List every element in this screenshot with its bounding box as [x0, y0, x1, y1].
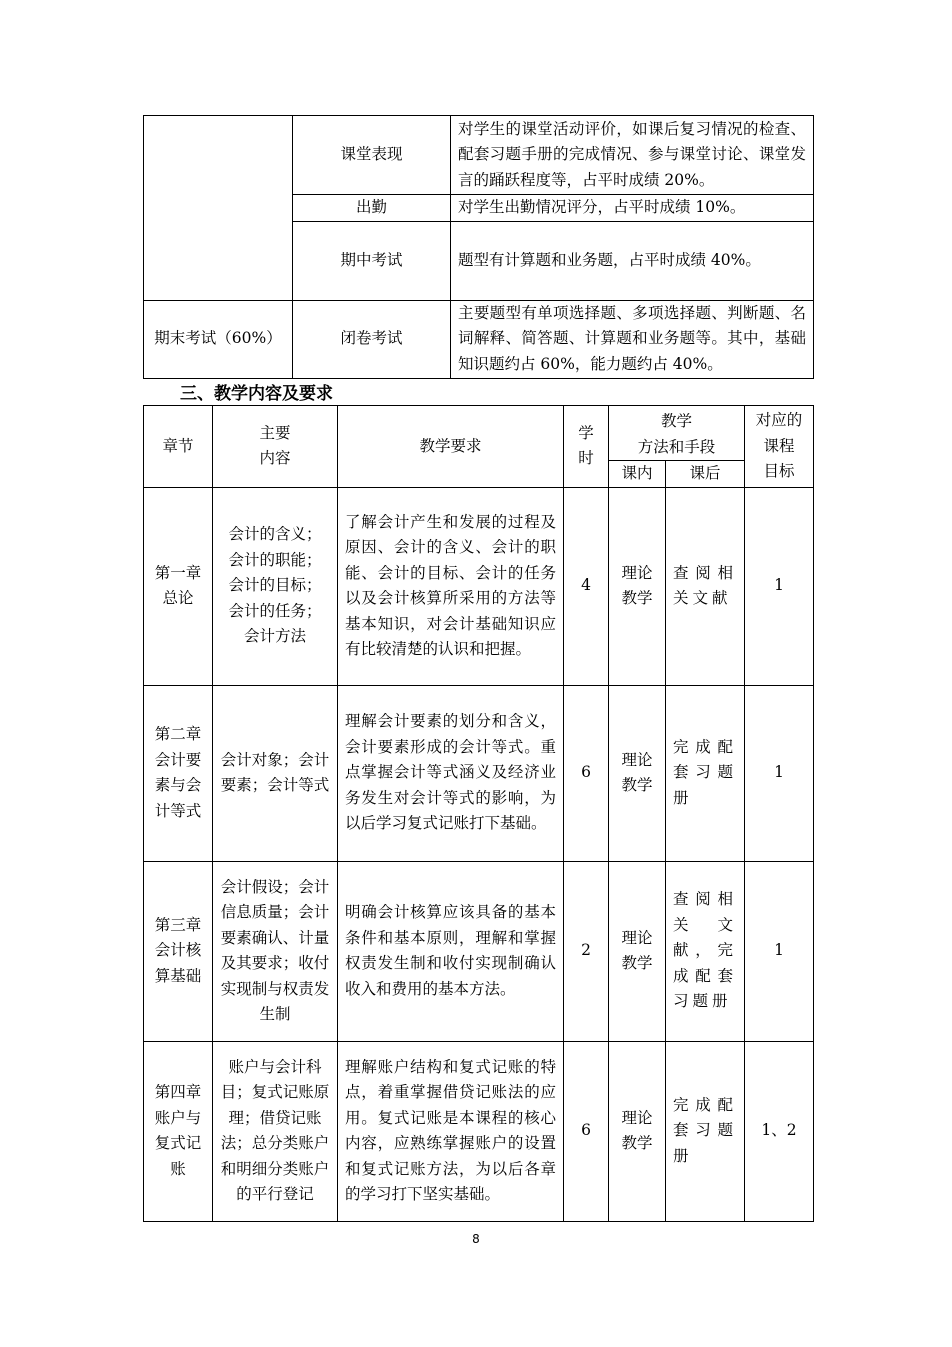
requirements-cell: 了解会计产生和发展的过程及原因、会计的含义、会计的职能、会计的目标、会计的任务以及会计核算所采用的方法等基本知识，对会计基础知识应有比较清楚的认识和把握。: [338, 487, 564, 685]
section-heading: 三、教学内容及要求: [180, 384, 333, 404]
requirements-cell: 理解账户结构和复式记账的特点，着重掌握借贷记账法的应用。复式记账是本课程的核心内容，应熟练掌握账户的设置和复式记账方法，为以后各章的学习打下坚实基础。: [338, 1041, 564, 1221]
header-hours: 学 时: [564, 406, 609, 488]
header-objectives: 对应的 课程 目标: [745, 406, 814, 488]
table-row: [144, 116, 814, 195]
description-cell: 题型有计算题和业务题，占平时成绩 40%。: [451, 221, 814, 300]
requirements-cell: 明确会计核算应该具备的基本条件和基本原则，理解和掌握权责发生制和收付实现制确认收入和费用的基本方法。: [338, 861, 564, 1041]
table-row: [144, 487, 814, 685]
chapter-cell: 第四章 账户与 复式记 账: [144, 1041, 213, 1221]
in-class-cell: 理论 教学: [609, 1041, 666, 1221]
content-cell: 会计对象；会计要素；会计等式: [213, 685, 338, 861]
hours-cell: 6: [564, 685, 609, 861]
hours-cell: 2: [564, 861, 609, 1041]
objectives-cell: 1: [745, 861, 814, 1041]
objectives-cell: 1: [745, 685, 814, 861]
content-cell: 会计假设；会计信息质量；会计要素确认、计量及其要求；收付实现制与权责发生制: [213, 861, 338, 1041]
in-class-cell: 理论 教学: [609, 487, 666, 685]
header-in-class: 课内: [609, 461, 666, 488]
header-chapter: 章节: [144, 406, 213, 488]
assessment-table: [143, 115, 814, 379]
objectives-cell: 1、2: [745, 1041, 814, 1221]
header-row: [144, 406, 814, 461]
item-cell: 课堂表现: [293, 116, 451, 195]
header-after-class: 课后: [666, 461, 745, 488]
content-cell: 会计的含义； 会计的职能； 会计的目标； 会计的任务； 会计方法: [213, 487, 338, 685]
requirements-cell: 理解会计要素的划分和含义，会计要素形成的会计等式。重点掌握会计等式涵义及经济业务发生对会计等式的影响，为以后学习复式记账打下基础。: [338, 685, 564, 861]
category-cell: 期末考试（60%）: [144, 300, 293, 378]
header-methods: 教学 方法和手段: [609, 406, 745, 461]
category-cell: [144, 116, 293, 301]
chapter-cell: 第二章 会计要 素与会 计等式: [144, 685, 213, 861]
description-cell: 主要题型有单项选择题、多项选择题、判断题、名词解释、简答题、计算题和业务题等。其中，基础知识题约占 60%，能力题约占 40%。: [451, 300, 814, 378]
page-number: 8: [472, 1232, 480, 1246]
content-table: [143, 405, 814, 1222]
objectives-cell: 1: [745, 487, 814, 685]
after-class-cell: 完成配套习题册: [666, 685, 745, 861]
chapter-cell: 第三章 会计核 算基础: [144, 861, 213, 1041]
item-cell: 闭卷考试: [293, 300, 451, 378]
hours-cell: 6: [564, 1041, 609, 1221]
table-row: [144, 300, 814, 378]
in-class-cell: 理论 教学: [609, 685, 666, 861]
item-cell: 出勤: [293, 195, 451, 222]
table-row: [144, 685, 814, 861]
after-class-cell: 查阅相关文献: [666, 487, 745, 685]
header-requirements: 教学要求: [338, 406, 564, 488]
table-row: [144, 861, 814, 1041]
in-class-cell: 理论 教学: [609, 861, 666, 1041]
chapter-cell: 第一章 总论: [144, 487, 213, 685]
table-row: [144, 1041, 814, 1221]
after-class-cell: 完成配套习题册: [666, 1041, 745, 1221]
item-cell: 期中考试: [293, 221, 451, 300]
content-cell: 账户与会计科目；复式记账原理；借贷记账法；总分类账户和明细分类账户的平行登记: [213, 1041, 338, 1221]
description-cell: 对学生出勤情况评分，占平时成绩 10%。: [451, 195, 814, 222]
header-main-content: 主要 内容: [213, 406, 338, 488]
hours-cell: 4: [564, 487, 609, 685]
description-cell: 对学生的课堂活动评价，如课后复习情况的检查、配套习题手册的完成情况、参与课堂讨论、课堂发言的踊跃程度等，占平时成绩 20%。: [451, 116, 814, 195]
after-class-cell: 查阅相关文献，完成配套习题册: [666, 861, 745, 1041]
